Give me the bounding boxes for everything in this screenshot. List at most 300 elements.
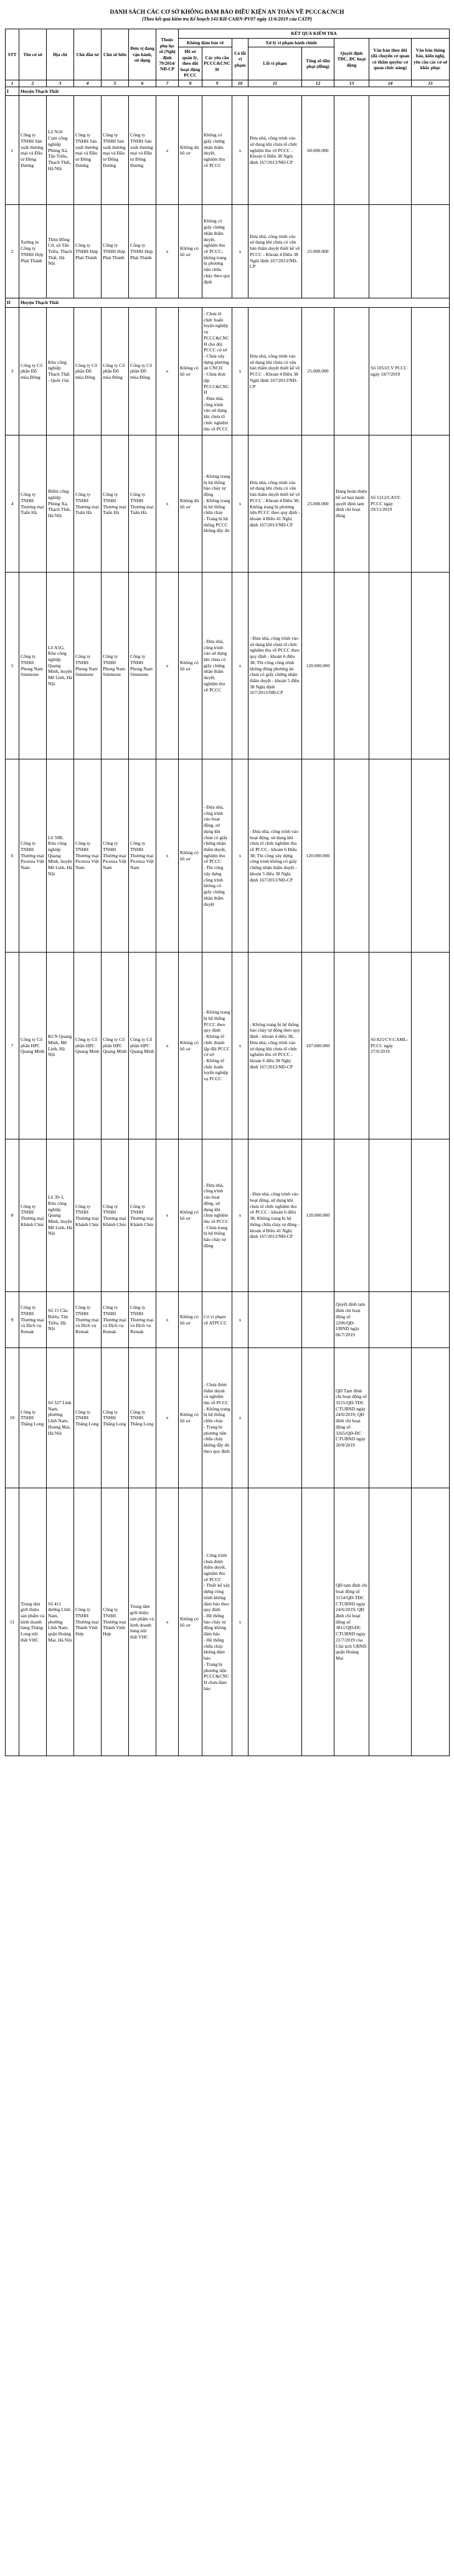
row-chu-dau-tu: [74, 953, 102, 1139]
row-phu-luc: [156, 1488, 179, 1756]
row-phu-luc-text: x: [166, 249, 169, 255]
row-stt-text: 10: [9, 1415, 15, 1421]
row-co-loi-text: x: [239, 1316, 242, 1323]
row-tien-phat: [302, 308, 334, 435]
row-dia-chi-text: Lô N10 Cụm công nghiệp Phùng Xá, Tân Triều, Thạch Thất, Hà Nội: [48, 129, 71, 171]
row-co-loi: [232, 435, 248, 573]
row-don-vi-text: Công ty TNHH Thương mại Khánh Chúc: [130, 1203, 154, 1227]
header-tong-tien-phat: Tổng số tiền phạt (đồng): [302, 47, 334, 80]
row-dia-chi-text: Lô 39-3, Khu công nghiệp Quang Minh, huyện Mê Linh, Hà Nội: [48, 1194, 73, 1237]
row-van-ban-thong-bao: [412, 435, 450, 573]
row-don-vi: [129, 308, 156, 435]
column-number: 2: [19, 80, 47, 87]
document-subtitle: (Theo kết quả kiểm tra Kế hoạch 141/KH-CAHN-PV07 ngày 11/6/2019 của CATP): [141, 16, 313, 22]
row-van-ban-theo-doi-text: Số 1053/CV PCCC ngày 18/7/2019: [371, 365, 407, 378]
row-quyet-dinh: [334, 205, 369, 298]
row-ten-co-so-text: Công ty TNHH Thương mại Picenza Việt Nam: [21, 840, 44, 871]
row-van-ban-thong-bao: [412, 759, 450, 953]
row-cac-yeu-cau-text: Có vi phạm về ATPCCC: [204, 1313, 227, 1326]
row-ten-co-so: [19, 759, 47, 953]
row-stt-text: 3: [11, 368, 14, 374]
row-stt: [6, 205, 19, 298]
row-chu-dau-tu-text: Công ty Cổ phần Đỗ mùa Đông: [75, 362, 98, 380]
header-phu-luc: Thuộc phụ lục số (Nghị định 79/2014/NĐ-CP: [156, 29, 179, 80]
row-cac-yeu-cau-text: Không có giấy chứng nhận thẩm duyệt, nghiệm thu về PCCC: [204, 132, 225, 168]
row-cac-yeu-cau-text: - Không trang bị hệ thống báo cháy tự động - Không trang bị hệ thống chữa cháy - Trang bị hệ thống PCCC không đầy đủ: [204, 473, 230, 534]
row-van-ban-theo-doi: [369, 435, 412, 573]
row-van-ban-thong-bao: [412, 308, 450, 435]
row-loi-vi-pham: [248, 1348, 302, 1488]
row-ten-co-so: [19, 573, 47, 759]
row-phu-luc-text: x: [166, 852, 169, 858]
row-van-ban-theo-doi: [369, 96, 412, 205]
row-tien-phat: [302, 759, 334, 953]
row-tien-phat: [302, 96, 334, 205]
row-phu-luc: [156, 1292, 179, 1348]
header-dia-chi: Địa chỉ: [47, 29, 74, 80]
row-don-vi: [129, 1292, 156, 1348]
row-quyet-dinh: [334, 1488, 369, 1756]
row-tien-phat-text: 60.000.000: [307, 147, 329, 153]
column-number: 11: [248, 80, 302, 87]
row-quyet-dinh: [334, 435, 369, 573]
row-chu-so-huu-text: Công ty TNHH Thương mại Tuấn Hà: [103, 492, 126, 516]
row-cac-yeu-cau: [202, 1292, 232, 1348]
row-ho-so-text: Không có hồ sơ: [180, 1615, 199, 1628]
row-chu-dau-tu: [74, 1292, 102, 1348]
table-body: [6, 87, 450, 1756]
row-dia-chi: [47, 1348, 74, 1488]
row-ten-co-so-text: Xưởng in Công ty TNHH Hợp Phát Thành: [21, 239, 44, 264]
row-ten-co-so: [19, 96, 47, 205]
row-quyet-dinh-text: Quyết định tạm đình chỉ hoạt động số 2206/QĐ-UBND ngày 06/7/2019: [336, 1301, 366, 1338]
header-van-ban-theo-doi: Văn bản theo dõi (đã chuyển cơ quan có thẩm quyền/ cơ quan chức năng): [369, 38, 412, 80]
row-don-vi-text: Công ty TNHH Phong Nam Simmone: [130, 654, 153, 678]
column-number: 1: [6, 80, 19, 87]
row-chu-dau-tu: [74, 1139, 102, 1292]
row-quyet-dinh-text: QĐ tạm đình chỉ hoạt động số 3154/QĐ-TĐC CTUBND ngày 24/6/2019; QĐ đình chỉ hoạt động số 3811/QĐ-ĐC CTUBND ngày 21/7/2019 của Chủ tịch UBND quận Hoàng Mai: [336, 1582, 367, 1661]
row-tien-phat: [302, 1139, 334, 1292]
row-phu-luc-text: x: [166, 1618, 169, 1625]
row-stt: [6, 96, 19, 205]
column-number: 4: [74, 80, 102, 87]
row-dia-chi-text: Khu công nghiệp Thạch Thất - Quốc Oai: [48, 359, 70, 383]
row-stt: [6, 573, 19, 759]
header-cac-yeu-cau: Các yêu cầu PCCC&CNCH: [202, 47, 232, 80]
row-stt: [6, 435, 19, 573]
table-row: [6, 1488, 450, 1756]
group-row: [6, 87, 450, 96]
row-chu-so-huu: [102, 205, 129, 298]
row-co-loi: [232, 96, 248, 205]
column-number: 3: [47, 80, 74, 87]
row-chu-so-huu: [102, 759, 129, 953]
row-ten-co-so-text: Trung tâm giới thiệu sản phẩm và kinh doanh hàng Thăng Long nội thất VHC: [21, 1600, 44, 1643]
row-chu-so-huu: [102, 1348, 129, 1488]
row-chu-so-huu: [102, 953, 129, 1139]
row-co-loi: [232, 1488, 248, 1756]
row-van-ban-thong-bao: [412, 573, 450, 759]
row-co-loi-text: x: [239, 1042, 242, 1048]
row-cac-yeu-cau: [202, 435, 232, 573]
row-cac-yeu-cau: [202, 573, 232, 759]
table-row: [6, 308, 450, 435]
row-dia-chi-text: Số 411 đường Lĩnh Nam, phường Lĩnh Nam, quận Hoàng Mai, Hà Nội: [48, 1600, 72, 1643]
row-don-vi-text: Trung tâm giới thiệu sản phẩm và kinh doanh hàng nội thất VHC: [130, 1604, 154, 1640]
row-van-ban-theo-doi: [369, 573, 412, 759]
row-chu-dau-tu-text: Công ty TNHH Thương mại Tuấn Hà: [75, 492, 99, 516]
row-chu-dau-tu: [74, 1488, 102, 1756]
row-phu-luc: [156, 953, 179, 1139]
row-stt-text: 4: [11, 500, 14, 506]
table-row: [6, 435, 450, 573]
row-ho-so: [179, 1348, 202, 1488]
row-van-ban-thong-bao: [412, 96, 450, 205]
row-co-loi: [232, 205, 248, 298]
table-row: [6, 953, 450, 1139]
row-ten-co-so: [19, 1348, 47, 1488]
row-cac-yeu-cau-text: - Đưa nhà, công trình vào hoạt động, sử dụng khi chưa có giấy chứng nhận thẩm duyệt, nghiệm thu về PCCC - Thi công xây dựng công trình không có giấy chứng nhận thẩm duyệt: [204, 804, 228, 907]
column-number: 9: [202, 80, 232, 87]
row-tien-phat-text: 25.000.000: [307, 368, 329, 374]
row-cac-yeu-cau: [202, 1348, 232, 1488]
row-don-vi: [129, 953, 156, 1139]
table-row: [6, 1348, 450, 1488]
row-cac-yeu-cau: [202, 953, 232, 1139]
row-quyet-dinh: [334, 1292, 369, 1348]
row-van-ban-theo-doi: [369, 1348, 412, 1488]
row-chu-dau-tu: [74, 759, 102, 953]
row-chu-dau-tu-text: Công ty TNHH Thương mại Picenza Việt Nam: [75, 840, 99, 871]
row-tien-phat: [302, 1348, 334, 1488]
row-phu-luc-text: x: [166, 1212, 169, 1219]
row-phu-luc-text: x: [166, 368, 169, 374]
row-ten-co-so: [19, 308, 47, 435]
row-dia-chi-text: Điểm công nghiệp Phùng Xá, Thạch Thất, Hà Nội: [48, 488, 71, 519]
row-chu-so-huu-text: Công ty TNHH Sản xuất thương mại và Đầu tư Đông Dương: [103, 132, 126, 168]
row-chu-so-huu: [102, 96, 129, 205]
row-stt: [6, 759, 19, 953]
group-row: [6, 298, 450, 308]
row-tien-phat-text: 25.000.000: [307, 500, 329, 506]
row-don-vi-text: Công ty TNHH Sản xuất thương mại và Đầu tư Đông Dương: [130, 132, 153, 168]
row-van-ban-theo-doi: [369, 308, 412, 435]
row-co-loi: [232, 308, 248, 435]
row-phu-luc: [156, 573, 179, 759]
group-name: Huyện Thạch Thất: [19, 87, 450, 96]
row-loi-vi-pham: [248, 573, 302, 759]
row-dia-chi: [47, 1488, 74, 1756]
header-loi-vi-pham: Lỗi vi phạm: [248, 47, 302, 80]
row-stt: [6, 953, 19, 1139]
row-cac-yeu-cau: [202, 1488, 232, 1756]
row-dia-chi-text: Số 15 Cầu Bươu, Tân Triều, Hà Nội: [48, 1308, 69, 1332]
row-co-loi: [232, 1139, 248, 1292]
row-chu-dau-tu-text: Công ty TNHH Thương mại Thành Vinh Hợp: [75, 1607, 99, 1637]
row-cac-yeu-cau: [202, 308, 232, 435]
row-don-vi: [129, 573, 156, 759]
row-ho-so-text: Không có hồ sơ: [180, 1313, 199, 1326]
row-co-loi: [232, 573, 248, 759]
row-loi-vi-pham: [248, 1292, 302, 1348]
header-quyet-dinh: Quyết định TĐC, ĐC hoạt động: [334, 38, 369, 80]
column-number: 5: [102, 80, 129, 87]
row-ten-co-so: [19, 1139, 47, 1292]
row-chu-dau-tu: [74, 96, 102, 205]
row-chu-so-huu-text: Công ty TNHH Phong Nam Simmone: [103, 654, 126, 678]
row-ho-so-text: Không có hồ sơ: [180, 1412, 199, 1424]
table-row: [6, 205, 450, 298]
header-co-loi-vi-pham: Có lỗi vi phạm: [232, 38, 248, 80]
row-co-loi-text: x: [239, 1212, 242, 1219]
row-dia-chi: [47, 96, 74, 205]
row-ten-co-so: [19, 435, 47, 573]
row-ho-so-text: Không đủ hồ sơ: [180, 144, 199, 156]
row-quyet-dinh: [334, 1139, 369, 1292]
row-chu-so-huu: [102, 435, 129, 573]
row-chu-dau-tu-text: Công ty Cổ phần HPC Quang Minh: [75, 1037, 100, 1055]
row-quyet-dinh: [334, 759, 369, 953]
row-dia-chi-text: Thôn Đồng Cừ, xã Tân Triều, Thạch Thất, Hà Nội: [48, 236, 72, 267]
row-ten-co-so-text: Công ty TNHH Thương mại và Dịch vụ Remak: [21, 1305, 44, 1335]
table-row: [6, 1292, 450, 1348]
row-quyet-dinh: [334, 573, 369, 759]
row-van-ban-theo-doi-text: Số 825/CV-CAML-PCCC ngày 27/6/2019: [371, 1037, 409, 1055]
row-ho-so-text: Không có hồ sơ: [180, 1209, 199, 1222]
column-number: 8: [179, 80, 202, 87]
row-ten-co-so: [19, 953, 47, 1139]
row-quyet-dinh-text: QĐ Tạm đình chỉ hoạt động số 3155/QĐ-TĐC CTUBND ngày 24/6/2019; QĐ đình chỉ hoạt động số 3265/QĐ-ĐC CTUBND ngày 20/8/2019: [336, 1387, 367, 1448]
table-row: [6, 96, 450, 205]
table-row: [6, 573, 450, 759]
row-dia-chi: [47, 573, 74, 759]
group-label: I: [6, 87, 19, 96]
row-phu-luc: [156, 1348, 179, 1488]
row-ten-co-so-text: Công ty TNHH Thăng Long: [21, 1409, 44, 1427]
row-chu-so-huu-text: Công ty TNHH Thăng Long: [103, 1409, 126, 1427]
row-loi-vi-pham-text: - Đưa nhà, công trình vào hoạt động, sử dụng khi chưa tổ chức nghiệm thu về PCCC - khoản 6 điều 38; Không trang bị hệ thống chữa cháy tự động - khoản 4 Điều 41 Nghị định 167/2013/NĐ-CP: [250, 1191, 300, 1240]
row-van-ban-thong-bao: [412, 1488, 450, 1756]
row-cac-yeu-cau: [202, 1139, 232, 1292]
row-dia-chi: [47, 1292, 74, 1348]
header-van-ban-thong-bao: Văn bản thông báo, kiến nghị, yêu cầu các cơ sở khắc phục: [412, 38, 450, 80]
row-loi-vi-pham: [248, 759, 302, 953]
row-loi-vi-pham-text: Đưa nhà, công trình vào sử dụng khi chưa có văn bản thẩm duyệt thiết kế về PCCC - Khoản 4 Điều 38; Không trang bị phương tiện PCCC theo quy định - khoản 4 Điều 41 Nghị định 167/2013/NĐ-CP: [250, 479, 300, 528]
table-row: [6, 759, 450, 953]
row-phu-luc: [156, 435, 179, 573]
row-van-ban-thong-bao: [412, 205, 450, 298]
header-khong-dam-bao: Không đảm bảo về: [179, 38, 232, 47]
row-phu-luc-text: x: [166, 500, 169, 506]
row-loi-vi-pham: [248, 308, 302, 435]
row-dia-chi: [47, 205, 74, 298]
header-stt: STT: [6, 29, 19, 80]
row-chu-dau-tu: [74, 1348, 102, 1488]
row-don-vi-text: Công ty TNHH Thương mại Picenza Việt Nam: [130, 840, 154, 871]
row-dia-chi-text: Lô 59B, Khu công nghiệp Quang Minh, huyện Mê Linh, Hà Nội: [48, 834, 73, 877]
row-don-vi: [129, 1488, 156, 1756]
row-tien-phat: [302, 573, 334, 759]
row-phu-luc-text: x: [166, 1316, 169, 1323]
row-chu-so-huu-text: Công ty TNHH Hợp Phát Thành: [103, 242, 126, 260]
row-loi-vi-pham-text: - Đưa nhà, công trình vào hoạt động, sử dụng khi chưa tổ chức nghiệm thu về PCCC - khoản 6 Điều 38; Thi công xây dựng công trình không có giấy chứng nhận thẩm duyệt - khoản 5 điều 38 Nghị định 167/2013/NĐ-CP: [250, 828, 298, 883]
row-ho-so: [179, 96, 202, 205]
row-chu-so-huu-text: Công ty TNHH Thương mại Khánh Chúc: [103, 1203, 127, 1227]
row-chu-dau-tu-text: Công ty TNHH Sản xuất thương mại và Đầu tư Đông Dương: [75, 132, 98, 168]
row-co-loi-text: x: [239, 249, 242, 255]
row-co-loi-text: x: [239, 662, 242, 668]
table-row: [6, 1139, 450, 1292]
column-number: 14: [369, 80, 412, 87]
row-stt-text: 7: [11, 1042, 14, 1048]
row-chu-dau-tu: [74, 435, 102, 573]
row-don-vi: [129, 205, 156, 298]
row-chu-dau-tu: [74, 308, 102, 435]
column-number: 10: [232, 80, 248, 87]
row-phu-luc-text: x: [166, 1042, 169, 1048]
row-loi-vi-pham-text: - Không trang bị hệ thống báo cháy tự động theo quy định - khoản 4 điều 38; Đưa nhà, công trình vào sử dụng khi chưa tổ chức nghiệm thu về PCCC - khoản 6 điều 38 Nghị định 167/2013/NĐ-CP: [250, 1021, 300, 1070]
row-dia-chi-text: Lô A5G, Khu công nghiệp Quang Minh, huyện Mê Linh, Hà Nội: [48, 644, 73, 687]
row-ten-co-so-text: Công ty TNHH Sản xuất thương mại và Đầu tư Đông Dương: [21, 132, 44, 168]
row-chu-dau-tu-text: Công ty TNHH Phong Nam Simmone: [75, 654, 98, 678]
row-dia-chi: [47, 1139, 74, 1292]
row-chu-so-huu: [102, 308, 129, 435]
row-phu-luc: [156, 1139, 179, 1292]
row-tien-phat-text: 120.000.000: [306, 852, 330, 858]
row-don-vi: [129, 759, 156, 953]
row-van-ban-theo-doi: [369, 759, 412, 953]
row-don-vi-text: Công ty TNHH Hợp Phát Thành: [130, 242, 153, 260]
row-dia-chi: [47, 435, 74, 573]
row-van-ban-thong-bao: [412, 1292, 450, 1348]
row-don-vi-text: Công ty TNHH Thương mại Tuấn Hà: [130, 492, 154, 516]
row-phu-luc-text: x: [166, 147, 169, 153]
row-ho-so-text: Không có hồ sơ: [180, 659, 199, 672]
row-chu-so-huu: [102, 573, 129, 759]
row-chu-dau-tu-text: Công ty TNHH Thương mại Khánh Chúc: [75, 1203, 100, 1227]
row-quyet-dinh: [334, 308, 369, 435]
row-co-loi: [232, 1292, 248, 1348]
row-cac-yeu-cau-text: Không có giấy chứng nhận thẩm duyệt, nghiệm thu về PCCC; không trang bị phương tiện chữa cháy theo quy định: [204, 218, 230, 285]
row-van-ban-theo-doi: [369, 1488, 412, 1756]
row-phu-luc: [156, 96, 179, 205]
row-tien-phat: [302, 1292, 334, 1348]
column-number: 15: [412, 80, 450, 87]
row-quyet-dinh-text: Đang hoàn thiện hồ sơ ban hành quyết định tạm đình chỉ hoạt động: [336, 488, 367, 519]
row-chu-so-huu-text: Công ty TNHH Thương mại và Dịch vụ Remak: [103, 1305, 126, 1335]
row-quyet-dinh: [334, 96, 369, 205]
document-title: DANH SÁCH CÁC CƠ SỞ KHÔNG ĐẢM BẢO ĐIỀU KIỆN AN TOÀN VỀ PCCC&CNCH: [110, 9, 344, 16]
header-xu-ly-vi-pham: Xử lý vi phạm hành chính: [248, 38, 334, 47]
row-chu-dau-tu: [74, 573, 102, 759]
row-cac-yeu-cau-text: - Đưa nhà, công trình vào hoạt động, sử dụng khi chưa nghiệm thu về PCCC - Chưa trang bị hệ thống báo cháy tự động: [204, 1182, 229, 1248]
row-co-loi: [232, 759, 248, 953]
row-loi-vi-pham: [248, 1488, 302, 1756]
row-stt-text: 11: [9, 1618, 15, 1625]
column-number: 7: [156, 80, 179, 87]
row-van-ban-theo-doi: [369, 1139, 412, 1292]
row-ho-so-text: Không có hồ sơ: [180, 849, 199, 862]
row-cac-yeu-cau-text: - Công trình chưa được thẩm duyệt, nghiệm thu về PCCC - Thiết kế xây dựng công trình không đảm bảo theo quy định - Hệ thống báo cháy tự động không đảm bảo - Hệ thống chữa cháy không đảm bảo - Trang bị phương tiện PCCC&CNCH chưa đảm bảo: [204, 1552, 230, 1691]
row-tien-phat: [302, 1488, 334, 1756]
row-loi-vi-pham-text: Đưa nhà, công trình vào sử dụng khi chưa tổ chức nghiệm thu về PCCC - Khoản 6 Điều 38 Nghị định 167/2013/NĐ-CP: [250, 135, 298, 165]
row-stt-text: 2: [11, 249, 14, 255]
row-tien-phat: [302, 435, 334, 573]
row-cac-yeu-cau-text: - Chưa tổ chức huấn luyện nghiệp vụ PCCC&CNCH cho đội PCCC cơ sở - Chưa xây dựng phương án CNCH - Chưa thực tập PCCC&CNCH - Đưa nhà, công trình vào sử dụng khi chưa tổ chức nghiệm thu về PCCC: [204, 310, 229, 432]
row-tien-phat: [302, 953, 334, 1139]
row-ho-so: [179, 1488, 202, 1756]
row-ho-so-text: Không có hồ sơ: [180, 245, 199, 257]
row-chu-dau-tu-text: Công ty TNHH Thương mại và Dịch vụ Remak: [75, 1305, 99, 1335]
row-van-ban-thong-bao: [412, 953, 450, 1139]
violations-table: [5, 29, 450, 1756]
row-don-vi-text: Công ty TNHH Thăng Long: [130, 1409, 154, 1427]
row-ten-co-so-text: Công ty TNHH Thương mại Tuấn Hà: [21, 492, 44, 516]
row-stt-text: 5: [11, 662, 14, 668]
row-tien-phat-text: 107.000.000: [306, 1042, 330, 1048]
row-cac-yeu-cau: [202, 759, 232, 953]
row-chu-so-huu-text: Công ty Cổ phần HPC Quang Minh: [103, 1037, 127, 1055]
row-don-vi-text: Công ty Cổ phần HPC Quang Minh: [130, 1037, 154, 1055]
group-label: II: [6, 298, 19, 308]
column-number: 6: [129, 80, 156, 87]
row-co-loi: [232, 1348, 248, 1488]
row-chu-dau-tu-text: Công ty TNHH Hợp Phát Thành: [75, 242, 98, 260]
row-van-ban-theo-doi: [369, 953, 412, 1139]
row-don-vi: [129, 1348, 156, 1488]
row-chu-so-huu: [102, 1488, 129, 1756]
row-cac-yeu-cau-text: - Không trang bị hệ thống PCCC theo quy định - Không tổ chức thành lập đội PCCC cơ sở - Không tổ chức huấn luyện nghiệp vụ PCCC: [204, 1009, 230, 1082]
row-ho-so: [179, 573, 202, 759]
row-don-vi: [129, 96, 156, 205]
row-loi-vi-pham-text: Đưa nhà, công trình vào sử dụng khi chưa có văn bản thẩm duyệt thiết kế về PCCC - Khoản 4 Điều 38 Nghị định 167/2013/NĐ-CP: [250, 353, 300, 389]
header-ho-so: Hồ sơ quản lý, theo dõi hoạt động PCCC: [179, 47, 202, 80]
row-loi-vi-pham-text: - Đưa nhà, công trình vào sử dụng khi chưa tổ chức nghiệm thu về PCCC theo quy định - khoản 6 điều 38; Thi công công trình không đúng phương án chưa có giấy chứng nhận thẩm duyệt - khoản 5 điều 38 Nghị định 167/2013/NĐ-CP: [250, 635, 300, 696]
row-ho-so: [179, 1292, 202, 1348]
row-tien-phat: [302, 205, 334, 298]
row-chu-so-huu-text: Công ty TNHH Thương mại Thành Vinh Hợp: [103, 1607, 126, 1637]
row-ho-so-text: Không có hồ sơ: [180, 1039, 199, 1052]
row-ho-so: [179, 953, 202, 1139]
row-loi-vi-pham: [248, 205, 302, 298]
row-stt-text: 9: [11, 1316, 14, 1323]
row-don-vi: [129, 435, 156, 573]
column-number: 12: [302, 80, 334, 87]
column-number-row: [6, 80, 450, 87]
row-tien-phat-text: 120.000.000: [306, 1212, 330, 1219]
header-chu-so-huu: Chủ sở hữu: [102, 29, 129, 80]
row-tien-phat-text: 120.000.000: [306, 662, 330, 668]
row-ho-so: [179, 1139, 202, 1292]
row-stt: [6, 1292, 19, 1348]
row-ten-co-so-text: Công ty Cổ phần HPC Quang Minh: [21, 1037, 45, 1055]
row-van-ban-thong-bao: [412, 1348, 450, 1488]
row-cac-yeu-cau: [202, 205, 232, 298]
row-van-ban-thong-bao: [412, 1139, 450, 1292]
row-quyet-dinh: [334, 1348, 369, 1488]
row-ho-so: [179, 308, 202, 435]
row-ho-so-text: Không đủ hồ sơ: [180, 497, 199, 510]
row-dia-chi: [47, 953, 74, 1139]
row-phu-luc: [156, 308, 179, 435]
row-don-vi-text: Công ty Cổ phần Đỗ mùa Đông: [130, 362, 153, 380]
row-chu-so-huu: [102, 1139, 129, 1292]
row-chu-so-huu-text: Công ty Cổ phần Đỗ mùa Đông: [103, 362, 125, 380]
row-chu-so-huu: [102, 1292, 129, 1348]
header-ten-co-so: Tên cơ sở: [19, 29, 47, 80]
row-phu-luc: [156, 205, 179, 298]
row-stt: [6, 308, 19, 435]
